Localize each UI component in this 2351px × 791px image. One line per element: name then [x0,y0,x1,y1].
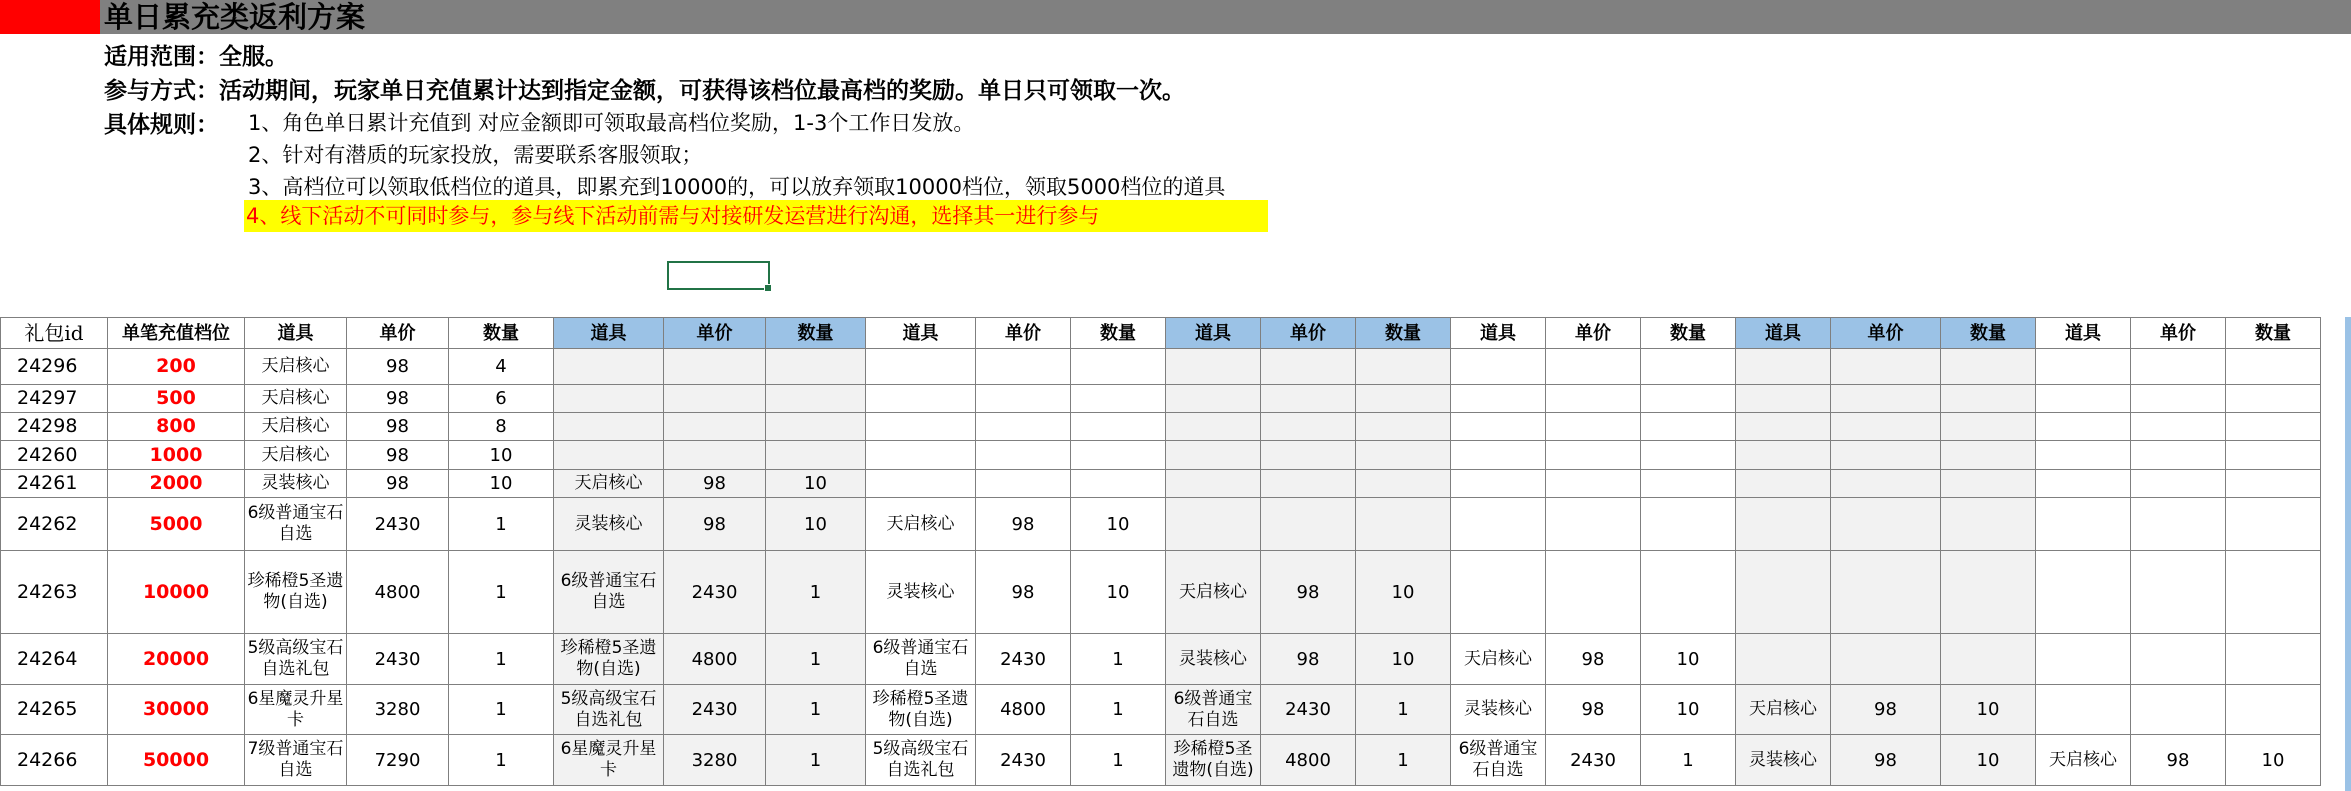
table-cell[interactable] [1261,385,1356,413]
header-cell[interactable]: 单价 [1261,318,1356,349]
table-cell[interactable] [2036,470,2131,498]
table-cell[interactable] [2226,413,2321,441]
header-cell[interactable]: 数量 [1356,318,1451,349]
table-cell[interactable]: 灵装核心 [554,498,664,551]
table-cell[interactable] [1356,385,1451,413]
table-cell[interactable]: 5级高级宝石自选礼包 [866,735,976,786]
header-cell[interactable]: 数量 [2226,318,2321,349]
table-cell[interactable] [1451,385,1546,413]
tier-cell[interactable]: 5000 [108,498,245,551]
method-line [104,72,1185,105]
table-cell[interactable] [664,413,766,441]
table-cell[interactable]: 4800 [1261,735,1356,786]
header-cell[interactable]: 数量 [449,318,554,349]
table-cell[interactable]: 10 [766,470,866,498]
table-cell[interactable]: 珍稀橙5圣遗物(自选) [866,685,976,735]
method-label: 参与方式： [104,78,219,104]
table-cell[interactable]: 2430 [347,498,449,551]
table-cell[interactable] [1641,441,1736,470]
table-cell[interactable]: 10 [766,498,866,551]
table-cell[interactable] [1071,385,1166,413]
table-cell[interactable]: 灵装核心 [866,551,976,634]
table-cell[interactable] [866,470,976,498]
table-cell[interactable] [1546,413,1641,441]
table-cell[interactable]: 灵装核心 [1451,685,1546,735]
table-cell[interactable] [1941,470,2036,498]
table-cell[interactable] [766,413,866,441]
table-cell[interactable] [1261,470,1356,498]
table-cell[interactable] [2131,685,2226,735]
table-cell[interactable] [766,385,866,413]
table-cell[interactable] [1831,385,1941,413]
table-cell[interactable] [1166,498,1261,551]
table-cell[interactable] [554,385,664,413]
table-cell[interactable]: 2430 [976,634,1071,685]
table-cell[interactable] [1356,413,1451,441]
table-cell[interactable] [2131,634,2226,685]
table-cell[interactable] [554,349,664,385]
table-cell[interactable]: 珍稀橙5圣遗物(自选) [554,634,664,685]
header-cell[interactable]: 道具 [866,318,976,349]
table-cell[interactable] [554,441,664,470]
table-cell[interactable] [1356,498,1451,551]
table-cell[interactable] [1451,470,1546,498]
header-cell[interactable]: 道具 [245,318,347,349]
header-cell[interactable]: 道具 [1166,318,1261,349]
table-cell[interactable] [1071,441,1166,470]
table-cell[interactable] [1736,551,1831,634]
title-red-block [0,0,100,34]
table-cell[interactable]: 2430 [1261,685,1356,735]
table-cell[interactable] [1546,551,1641,634]
table-cell[interactable]: 98 [2131,735,2226,786]
table-cell[interactable] [2036,551,2131,634]
table-cell[interactable] [866,385,976,413]
table-cell[interactable] [766,349,866,385]
table-cell[interactable]: 5级高级宝石自选礼包 [554,685,664,735]
table-cell[interactable]: 6级普通宝石自选 [1166,685,1261,735]
table-row [1,470,2321,498]
table-cell[interactable]: 10 [1641,634,1736,685]
table-cell[interactable] [1356,470,1451,498]
table-cell[interactable]: 98 [1831,735,1941,786]
table-cell[interactable] [1356,349,1451,385]
table-cell[interactable] [2036,498,2131,551]
table-cell[interactable] [2131,441,2226,470]
table-cell[interactable] [1451,349,1546,385]
table-cell[interactable] [1356,441,1451,470]
table-cell[interactable]: 10 [1941,685,2036,735]
table-cell[interactable] [1546,498,1641,551]
table-cell[interactable] [1546,441,1641,470]
table-cell[interactable]: 98 [347,349,449,385]
table-header-row [1,318,2321,349]
table-cell[interactable]: 天启核心 [866,498,976,551]
table-cell[interactable]: 6星魔灵升星卡 [245,685,347,735]
table-cell[interactable] [664,349,766,385]
table-cell[interactable] [2226,551,2321,634]
table-cell[interactable] [2036,413,2131,441]
gift-id-cell[interactable]: 24266 [1,735,108,786]
table-cell[interactable] [1641,385,1736,413]
header-cell[interactable]: 礼包id [1,318,108,349]
table-cell[interactable]: 6级普通宝石自选 [245,498,347,551]
table-cell[interactable] [554,413,664,441]
table-cell[interactable]: 10 [1641,685,1736,735]
table-cell[interactable] [1451,551,1546,634]
tier-cell[interactable]: 20000 [108,634,245,685]
table-cell[interactable] [2226,634,2321,685]
table-cell[interactable] [976,441,1071,470]
table-cell[interactable]: 1 [766,634,866,685]
table-cell[interactable] [1941,385,2036,413]
table-cell[interactable] [2226,685,2321,735]
table-cell[interactable] [2226,498,2321,551]
table-cell[interactable]: 2430 [664,685,766,735]
gift-id-cell[interactable]: 24297 [1,385,108,413]
tier-cell[interactable]: 800 [108,413,245,441]
table-cell[interactable]: 2430 [664,551,766,634]
table-cell[interactable] [1451,413,1546,441]
rule-item-3: 3、高档位可以领取低档位的道具，即累充到10000的，可以放弃领取10000档位，领取5000档位的道具 [248,175,1226,199]
table-cell[interactable]: 1 [449,685,554,735]
header-cell[interactable]: 数量 [1941,318,2036,349]
table-row [1,685,2321,735]
table-cell[interactable]: 4 [449,349,554,385]
tier-cell[interactable]: 500 [108,385,245,413]
table-cell[interactable]: 灵装核心 [245,470,347,498]
table-cell[interactable]: 珍稀橙5圣遗物(自选) [245,551,347,634]
gift-id-cell[interactable]: 24265 [1,685,108,735]
table-cell[interactable]: 10 [1356,634,1451,685]
table-cell[interactable]: 天启核心 [245,413,347,441]
table-cell[interactable]: 10 [449,441,554,470]
header-cell[interactable]: 道具 [554,318,664,349]
table-cell[interactable] [1261,441,1356,470]
gift-id-cell[interactable]: 24298 [1,413,108,441]
table-cell[interactable] [2226,385,2321,413]
table-cell[interactable]: 10 [449,470,554,498]
table-cell[interactable] [1831,470,1941,498]
table-cell[interactable] [1941,634,2036,685]
table-cell[interactable]: 4800 [976,685,1071,735]
fill-handle[interactable] [764,284,772,292]
table-cell[interactable]: 1 [1071,634,1166,685]
table-cell[interactable] [976,385,1071,413]
tier-cell[interactable]: 50000 [108,735,245,786]
table-cell[interactable] [1941,349,2036,385]
table-cell[interactable]: 1 [1071,685,1166,735]
table-cell[interactable] [2131,498,2226,551]
table-cell[interactable] [1736,498,1831,551]
table-cell[interactable] [866,441,976,470]
table-cell[interactable] [2036,685,2131,735]
table-row [1,634,2321,685]
gift-id-cell[interactable]: 24262 [1,498,108,551]
table-cell[interactable] [1831,349,1941,385]
table-cell[interactable]: 1 [449,634,554,685]
scope-line [104,38,288,71]
tier-cell[interactable]: 2000 [108,470,245,498]
table-cell[interactable] [1071,470,1166,498]
table-cell[interactable] [866,349,976,385]
table-cell[interactable]: 98 [664,498,766,551]
table-cell[interactable]: 6级普通宝石自选 [1451,735,1546,786]
table-cell[interactable] [2131,551,2226,634]
table-row [1,498,2321,551]
table-cell[interactable]: 98 [1261,551,1356,634]
table-row [1,551,2321,634]
gift-id-cell[interactable]: 24263 [1,551,108,634]
table-cell[interactable]: 天启核心 [245,349,347,385]
table-cell[interactable] [976,349,1071,385]
gift-id-cell[interactable]: 24260 [1,441,108,470]
table-cell[interactable]: 98 [1261,634,1356,685]
table-cell[interactable] [1166,349,1261,385]
table-cell[interactable] [2131,349,2226,385]
table-cell[interactable] [2131,385,2226,413]
rule-item-4-highlight: 4、线下活动不可同时参与，参与线下活动前需与对接研发运营进行沟通，选择其一进行参与 [244,200,1268,232]
rule-item-2: 2、针对有潜质的玩家投放，需要联系客服领取； [248,143,703,167]
table-cell[interactable] [1261,498,1356,551]
table-cell[interactable] [1451,498,1546,551]
table-cell[interactable]: 1 [449,498,554,551]
table-cell[interactable] [1261,349,1356,385]
table-cell[interactable] [2036,441,2131,470]
tier-cell[interactable]: 1000 [108,441,245,470]
table-cell[interactable] [664,441,766,470]
gift-id-cell[interactable]: 24261 [1,470,108,498]
table-cell[interactable]: 天启核心 [245,385,347,413]
table-cell[interactable]: 天启核心 [2036,735,2131,786]
table-cell[interactable] [1736,413,1831,441]
tier-cell[interactable]: 200 [108,349,245,385]
header-cell[interactable]: 道具 [2036,318,2131,349]
table-cell[interactable]: 珍稀橙5圣遗物(自选) [1166,735,1261,786]
table-cell[interactable]: 98 [347,413,449,441]
table-cell[interactable] [1166,441,1261,470]
table-cell[interactable]: 7290 [347,735,449,786]
table-cell[interactable] [1831,441,1941,470]
header-cell[interactable]: 单价 [976,318,1071,349]
table-cell[interactable] [866,413,976,441]
table-cell[interactable] [664,385,766,413]
table-cell[interactable] [1546,470,1641,498]
rules-label: 具体规则： [104,112,219,138]
table-cell[interactable]: 1 [766,735,866,786]
table-cell[interactable]: 2430 [1546,735,1641,786]
table-cell[interactable]: 1 [449,735,554,786]
table-cell[interactable] [1941,441,2036,470]
table-cell[interactable] [1736,385,1831,413]
table-cell[interactable]: 灵装核心 [1736,735,1831,786]
table-cell[interactable] [1546,349,1641,385]
table-cell[interactable]: 天启核心 [554,470,664,498]
table-cell[interactable] [1641,470,1736,498]
table-row [1,735,2321,786]
table-cell[interactable]: 10 [1071,498,1166,551]
table-cell[interactable]: 10 [1941,735,2036,786]
tier-cell[interactable]: 30000 [108,685,245,735]
scope-label: 适用范围： [104,44,219,70]
selected-cell[interactable] [667,261,770,290]
table-cell[interactable] [1831,551,1941,634]
header-cell[interactable]: 数量 [766,318,866,349]
table-cell[interactable] [2226,349,2321,385]
table-cell[interactable]: 1 [1356,735,1451,786]
table-row [1,349,2321,385]
table-cell[interactable]: 1 [1641,735,1736,786]
table-cell[interactable] [1736,441,1831,470]
table-cell[interactable] [1941,413,2036,441]
table-cell[interactable] [976,413,1071,441]
table-cell[interactable]: 98 [1831,685,1941,735]
table-cell[interactable]: 98 [1546,634,1641,685]
table-cell[interactable] [2036,385,2131,413]
table-cell[interactable]: 天启核心 [1166,551,1261,634]
table-cell[interactable]: 8 [449,413,554,441]
table-cell[interactable] [1641,498,1736,551]
table-cell[interactable] [1831,413,1941,441]
table-cell[interactable]: 4800 [347,551,449,634]
table-cell[interactable]: 98 [976,551,1071,634]
table-cell[interactable] [1831,498,1941,551]
table-cell[interactable] [2226,441,2321,470]
table-cell[interactable]: 98 [347,441,449,470]
table-cell[interactable]: 6级普通宝石自选 [554,551,664,634]
table-cell[interactable]: 天启核心 [1736,685,1831,735]
table-cell[interactable] [1641,349,1736,385]
table-row [1,413,2321,441]
header-cell[interactable]: 单价 [1831,318,1941,349]
table-cell[interactable]: 天启核心 [1451,634,1546,685]
table-cell[interactable]: 2430 [976,735,1071,786]
table-cell[interactable] [1546,385,1641,413]
method-value: 活动期间，玩家单日充值累计达到指定金额，可获得该档位最高档的奖励。单日只可领取一次。 [219,78,1185,104]
table-cell[interactable] [1166,470,1261,498]
table-cell[interactable] [2036,634,2131,685]
table-cell[interactable] [1736,470,1831,498]
table-cell[interactable]: 98 [347,470,449,498]
table-cell[interactable] [1261,413,1356,441]
table-cell[interactable] [1641,551,1736,634]
table-cell[interactable] [2036,349,2131,385]
table-cell[interactable]: 6星魔灵升星卡 [554,735,664,786]
table-cell[interactable]: 1 [1071,735,1166,786]
table-cell[interactable] [1736,349,1831,385]
table-cell[interactable]: 天启核心 [245,441,347,470]
table-cell[interactable] [1641,413,1736,441]
page-title: 单日累充类返利方案 [104,0,366,34]
table-cell[interactable] [1941,551,2036,634]
table-cell[interactable] [1071,413,1166,441]
header-cell[interactable]: 数量 [1071,318,1166,349]
table-cell[interactable] [1736,634,1831,685]
table-cell[interactable] [2226,470,2321,498]
table-cell[interactable]: 6级普通宝石自选 [866,634,976,685]
table-cell[interactable] [976,470,1071,498]
gift-id-cell[interactable]: 24296 [1,349,108,385]
table-cell[interactable]: 98 [664,470,766,498]
table-cell[interactable] [1166,385,1261,413]
header-cell[interactable]: 单价 [664,318,766,349]
table-cell[interactable]: 6 [449,385,554,413]
header-cell[interactable]: 数量 [1641,318,1736,349]
table-cell[interactable]: 98 [347,385,449,413]
scope-value: 全服。 [219,44,288,70]
header-cell[interactable]: 单价 [1546,318,1641,349]
table-cell[interactable] [1831,634,1941,685]
table-row [1,385,2321,413]
table-cell[interactable] [1941,498,2036,551]
header-cell[interactable]: 道具 [1736,318,1831,349]
rule-item-1: 1、角色单日累计充值到 对应金额即可领取最高档位奖励，1-3个工作日发放。 [248,111,975,135]
table-edge-column [2345,317,2351,791]
table-cell[interactable]: 1 [1356,685,1451,735]
table-cell[interactable]: 98 [976,498,1071,551]
table-cell[interactable]: 4800 [664,634,766,685]
table-cell[interactable]: 3280 [664,735,766,786]
reward-table [0,317,2321,786]
table-cell[interactable]: 10 [2226,735,2321,786]
table-cell[interactable]: 7级普通宝石自选 [245,735,347,786]
table-cell[interactable] [2131,470,2226,498]
table-cell[interactable] [766,441,866,470]
table-cell[interactable] [1071,349,1166,385]
header-cell[interactable]: 单价 [347,318,449,349]
table-cell[interactable]: 3280 [347,685,449,735]
tier-cell[interactable]: 10000 [108,551,245,634]
table-cell[interactable]: 5级高级宝石自选礼包 [245,634,347,685]
table-row [1,441,2321,470]
table-cell[interactable]: 1 [766,685,866,735]
header-cell[interactable]: 单价 [2131,318,2226,349]
table-cell[interactable]: 灵装核心 [1166,634,1261,685]
table-cell[interactable]: 10 [1071,551,1166,634]
table-cell[interactable] [1451,441,1546,470]
table-cell[interactable] [2131,413,2226,441]
table-cell[interactable]: 1 [766,551,866,634]
table-cell[interactable] [1166,413,1261,441]
table-cell[interactable]: 10 [1356,551,1451,634]
gift-id-cell[interactable]: 24264 [1,634,108,685]
table-cell[interactable]: 1 [449,551,554,634]
header-cell[interactable]: 道具 [1451,318,1546,349]
header-cell[interactable]: 单笔充值档位 [108,318,245,349]
table-cell[interactable]: 98 [1546,685,1641,735]
table-cell[interactable]: 2430 [347,634,449,685]
